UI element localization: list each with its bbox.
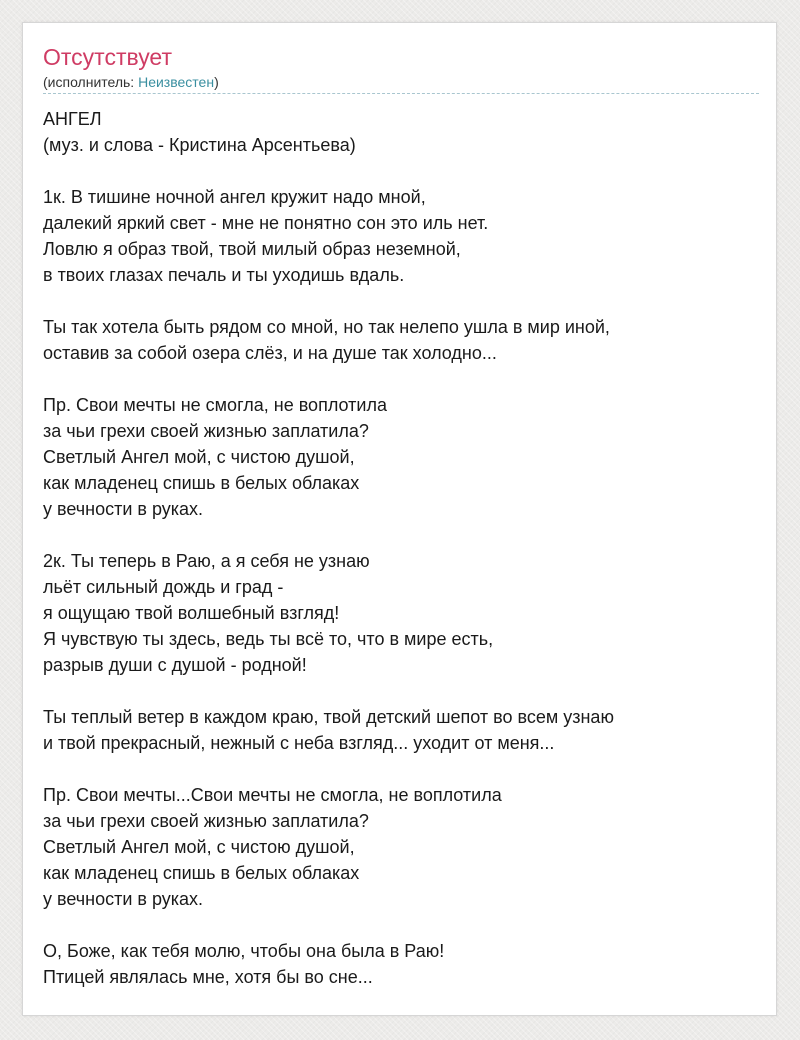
lyrics-line: как младенец спишь в белых облаках bbox=[43, 863, 360, 883]
lyrics-line: Пр. Свои мечты...Свои мечты не смогла, не воплотила bbox=[43, 785, 502, 805]
song-title: Отсутствует bbox=[43, 44, 172, 70]
lyrics-line: Светлый Ангел мой, с чистою душой, bbox=[43, 837, 355, 857]
lyrics-line: (муз. и слова - Кристина Арсентьева) bbox=[43, 135, 356, 155]
artist-link[interactable]: Неизвестен bbox=[138, 74, 215, 90]
lyrics-stanza bbox=[43, 782, 763, 912]
lyrics-line: АНГЕЛ bbox=[43, 109, 102, 129]
lyrics-line: Светлый Ангел мой, с чистою душой, bbox=[43, 447, 355, 467]
lyrics-line: за чьи грехи своей жизнью заплатила? bbox=[43, 421, 369, 441]
artist-suffix: ) bbox=[214, 74, 219, 90]
lyrics-line: разрыв души с душой - родной! bbox=[43, 655, 307, 675]
lyrics-line: и твой прекрасный, нежный с неба взгляд... уходит от меня... bbox=[43, 733, 555, 753]
lyrics-stanza bbox=[43, 314, 763, 366]
lyrics-line: Ты теплый ветер в каждом краю, твой детский шепот во всем узнаю bbox=[43, 707, 614, 727]
lyrics-line: Ловлю я образ твой, твой милый образ неземной, bbox=[43, 239, 461, 259]
lyrics-line: О, Боже, как тебя молю, чтобы она была в Раю! bbox=[43, 941, 445, 961]
lyrics-line: в твоих глазах печаль и ты уходишь вдаль. bbox=[43, 265, 405, 285]
lyrics-line: Я чувствую ты здесь, ведь ты всё то, что в мире есть, bbox=[43, 629, 494, 649]
lyrics-line: за чьи грехи своей жизнью заплатила? bbox=[43, 811, 369, 831]
lyrics-line: Пр. Свои мечты не смогла, не воплотила bbox=[43, 395, 387, 415]
artist-prefix: (исполнитель: bbox=[43, 74, 139, 90]
lyrics-card bbox=[22, 22, 777, 1016]
lyrics-line: далекий яркий свет - мне не понятно сон это иль нет. bbox=[43, 213, 489, 233]
lyrics-stanza bbox=[43, 938, 763, 990]
lyrics-stanza bbox=[43, 704, 763, 756]
lyrics-stanza bbox=[43, 392, 763, 522]
lyrics-text bbox=[43, 106, 763, 1016]
lyrics-line: оставив за собой озера слёз, и на душе так холодно... bbox=[43, 343, 497, 363]
lyrics-stanza bbox=[43, 184, 763, 288]
lyrics-line: у вечности в руках. bbox=[43, 499, 204, 519]
lyrics-line: у вечности в руках. bbox=[43, 889, 204, 909]
lyrics-line: Птицей являлась мне, хотя бы во сне... bbox=[43, 967, 373, 987]
lyrics-line: как младенец спишь в белых облаках bbox=[43, 473, 360, 493]
artist-line bbox=[43, 73, 219, 91]
lyrics-line: 1к. В тишине ночной ангел кружит надо мной, bbox=[43, 187, 426, 207]
lyrics-stanza bbox=[43, 106, 763, 158]
lyrics-line: 2к. Ты теперь в Раю, а я себя не узнаю bbox=[43, 551, 370, 571]
lyrics-line: льёт сильный дождь и град - bbox=[43, 577, 284, 597]
lyrics-line: Ты так хотела быть рядом со мной, но так нелепо ушла в мир иной, bbox=[43, 317, 610, 337]
lyrics-line: я ощущаю твой волшебный взгляд! bbox=[43, 603, 340, 623]
lyrics-stanza bbox=[43, 548, 763, 678]
header-divider bbox=[43, 93, 759, 94]
